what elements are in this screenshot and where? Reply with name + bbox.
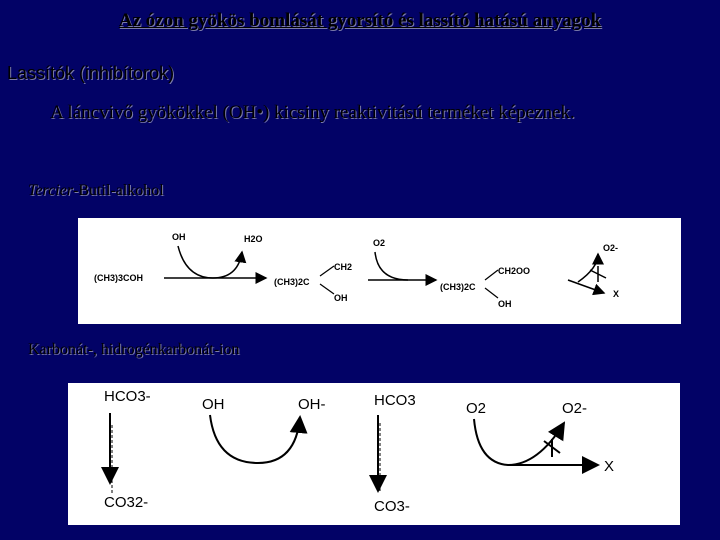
label-italic-part: Tercier: [28, 182, 74, 199]
curved-arrow-2: [375, 252, 408, 280]
slide-title: Az ózon gyökös bomlását gyorsító és lassító hatású anyagok: [118, 10, 602, 31]
co3-2minus-label: CO32-: [104, 494, 149, 511]
curved-arrow-1: [178, 246, 242, 278]
curved-arrow-3: [578, 254, 598, 282]
intermediate-formula: (CH3)2C: [274, 277, 310, 287]
slide-description: A láncvivő gyökökkel (OH•) kicsiny reaktivitású terméket képeznek.: [50, 102, 575, 123]
curved-arrow-oh: [210, 415, 300, 463]
section-label-tert-butanol: [28, 182, 164, 200]
ch2oo-label: CH2OO: [498, 266, 531, 276]
reaction-scheme-tert-butanol: [78, 218, 681, 324]
reactant-formula: (CH3)3COH: [94, 273, 144, 283]
oh-in-label: OH: [172, 232, 186, 242]
hco3-minus-label: HCO3-: [104, 388, 151, 405]
reactant-tert-butanol: [94, 273, 143, 283]
oh-in-label-2: OH: [202, 396, 225, 413]
slide-subtitle: Lassítók (inhibítorok): [7, 63, 175, 83]
o2-minus-label: O2-: [603, 243, 619, 253]
hco3-label: HCO3: [374, 392, 416, 409]
reaction-scheme-2-drawing: [68, 383, 680, 525]
reaction-scheme-1-drawing: [78, 218, 681, 324]
o2-in-label: O2: [373, 238, 386, 248]
star-mark-2: [544, 439, 560, 457]
o2-minus-label-2: O2-: [562, 400, 588, 417]
x-label-2: X: [604, 458, 615, 475]
co3-minus-label: CO3-: [374, 498, 410, 515]
bond-ch2: [320, 266, 334, 276]
product-oh-label: OH: [498, 299, 512, 309]
bond-product-oh: [485, 288, 498, 298]
intermediate-radical: [274, 262, 352, 303]
product-formula: (CH3)2C: [440, 282, 476, 292]
oh-out-label-2: OH-: [298, 396, 326, 413]
bond-oh: [320, 284, 334, 294]
curved-arrow-o2: [474, 419, 564, 465]
h2o-out-label: H2O: [244, 234, 263, 244]
bond-ch2oo: [485, 270, 498, 280]
section-label-carbonate: Karbonát-, hidrogénkarbonát-ion: [28, 341, 240, 358]
peroxyl-radical: [440, 266, 530, 309]
o2-in-label-2: O2: [466, 400, 487, 417]
oh-branch-label: OH: [334, 293, 348, 303]
ch2-label: CH2: [334, 262, 353, 272]
reaction-scheme-carbonate: [68, 383, 680, 525]
x-label-1: X: [613, 289, 620, 299]
label-rest-part: -Butil-alkohol: [73, 182, 164, 199]
